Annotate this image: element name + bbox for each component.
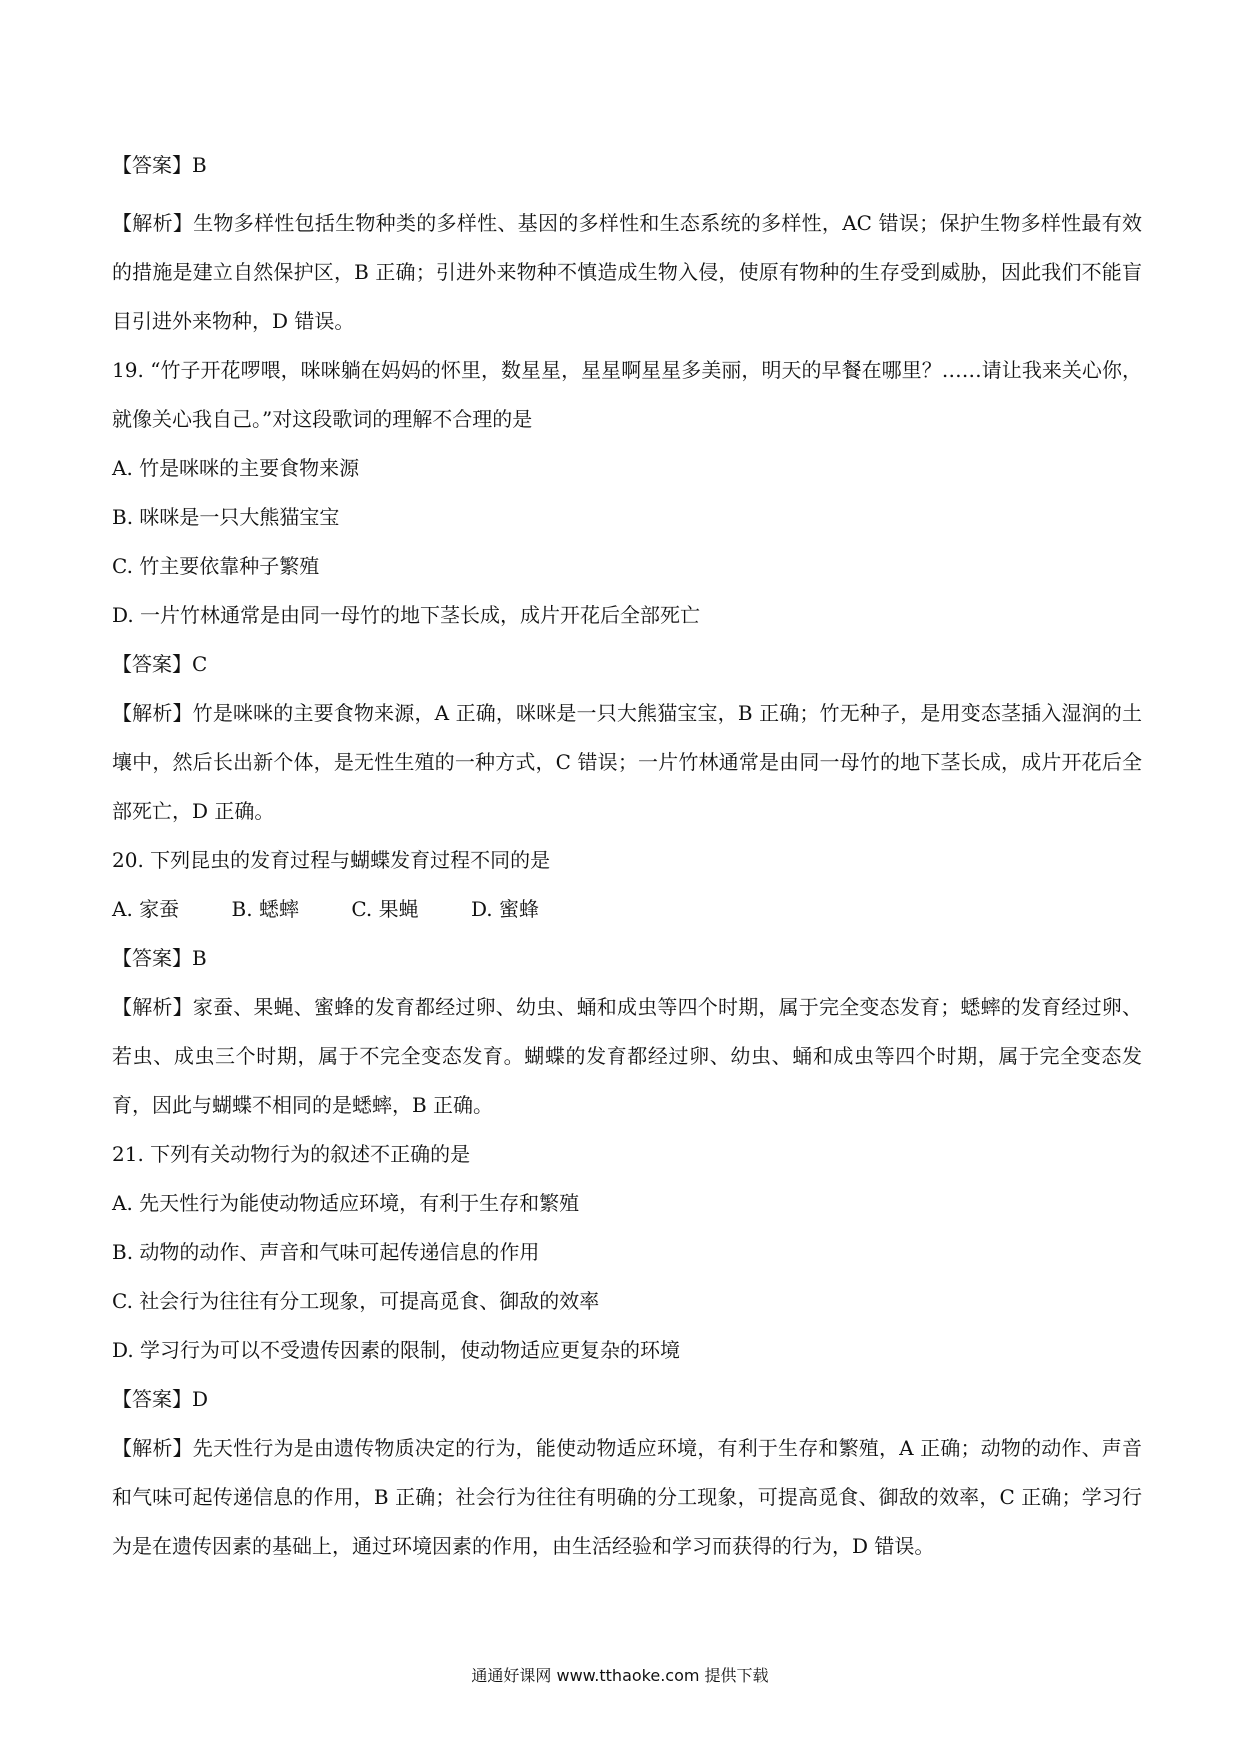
q20-option-b: B. 蟋蟀 (231, 897, 299, 921)
q19-stem: 19. “竹子开花啰喂，咪咪躺在妈妈的怀里，数星星，星星啊星星多美丽，明天的早餐在哪里？……请让我来关心你，就像关心我自己。”对这段歌词的理解不合理的是 (112, 358, 1142, 431)
q21-option-b: B. 动物的动作、声音和气味可起传递信息的作用 (112, 1240, 540, 1264)
document-page (112, 150, 1142, 1571)
q21-answer: 【答案】D (112, 1387, 209, 1411)
q20-answer: 【答案】B (112, 946, 207, 970)
question-19-block (112, 346, 1142, 836)
q18-answer: 【答案】B (112, 153, 207, 177)
q18-analysis: 【解析】生物多样性包括生物种类的多样性、基因的多样性和生态系统的多样性，AC 错误；保护生物多样性最有效的措施是建立自然保护区，B 正确；引进外来物种不慎造成生物入侵，使原有物种的生存受到威胁，因此我们不能盲目引进外来物种，D 错误。 (112, 211, 1142, 333)
q19-option-c: C. 竹主要依靠种子繁殖 (112, 554, 320, 578)
q20-option-a: A. 家蚕 (112, 897, 180, 921)
q20-option-d: D. 蜜蜂 (470, 897, 540, 921)
q21-option-d: D. 学习行为可以不受遗传因素的限制，使动物适应更复杂的环境 (112, 1338, 681, 1362)
q20-option-c: C. 果蝇 (351, 897, 419, 921)
q19-option-a: A. 竹是咪咪的主要食物来源 (112, 456, 360, 480)
q21-option-a: A. 先天性行为能使动物适应环境，有利于生存和繁殖 (112, 1191, 580, 1215)
page-footer: 通通好课网 www.tthaoke.com 提供下载 (471, 1666, 769, 1685)
q20-analysis: 【解析】家蚕、果蝇、蜜蜂的发育都经过卵、幼虫、蛹和成虫等四个时期，属于完全变态发育；蟋蟀的发育经过卵、若虫、成虫三个时期，属于不完全变态发育。蝴蝶的发育都经过卵、幼虫、蛹和成虫等四个时期，属于完全变态发育，因此与蝴蝶不相同的是蟋蟀，B 正确。 (112, 995, 1142, 1117)
q19-answer: 【答案】C (112, 652, 208, 676)
question-21-block (112, 1130, 1142, 1571)
q20-stem: 20. 下列昆虫的发育过程与蝴蝶发育过程不同的是 (112, 848, 551, 872)
question-18-block (112, 150, 1142, 346)
q19-option-b: B. 咪咪是一只大熊猫宝宝 (112, 505, 340, 529)
q21-stem: 21. 下列有关动物行为的叙述不正确的是 (112, 1142, 471, 1166)
q20-options-row (112, 885, 1142, 934)
question-20-block (112, 836, 1142, 1130)
q19-analysis: 【解析】竹是咪咪的主要食物来源，A 正确，咪咪是一只大熊猫宝宝，B 正确；竹无种子，是用变态茎插入湿润的土壤中，然后长出新个体，是无性生殖的一种方式，C 错误；一片竹林通常是由同一母竹的地下茎长成，成片开花后全部死亡，D 正确。 (112, 701, 1142, 823)
q21-option-c: C. 社会行为往往有分工现象，可提高觅食、御敌的效率 (112, 1289, 600, 1313)
q21-analysis: 【解析】先天性行为是由遗传物质决定的行为，能使动物适应环境，有利于生存和繁殖，A 正确；动物的动作、声音和气味可起传递信息的作用，B 正确；社会行为往往有明确的分工现象，可提高觅食、御敌的效率，C 正确；学习行为是在遗传因素的基础上，通过环境因素的作用，由生活经验和学习而获得的行为，D 错误。 (112, 1436, 1142, 1558)
q19-option-d: D. 一片竹林通常是由同一母竹的地下茎长成，成片开花后全部死亡 (112, 603, 701, 627)
